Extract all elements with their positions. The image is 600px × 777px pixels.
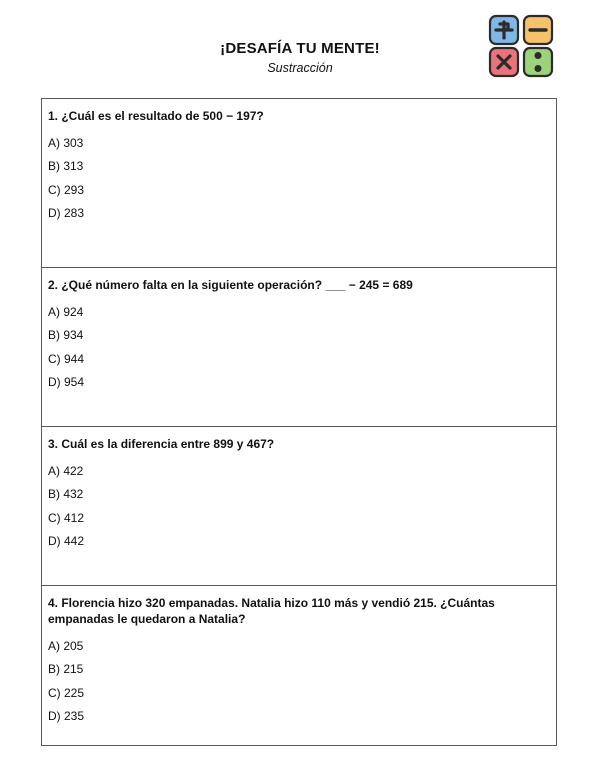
question-3-text: 3. Cuál es la diferencia entre 899 y 467? [48, 437, 275, 451]
divide-dot-bottom-icon [536, 66, 541, 71]
question-4 [42, 586, 556, 745]
page-title: ¡DESAFÍA TU MENTE! [220, 40, 380, 57]
calculator-operations-icon [488, 14, 554, 78]
question-3-option-c: C) 412 [48, 510, 85, 525]
question-2-option-a: A) 924 [48, 305, 84, 319]
question-4-option-c: C) 225 [48, 685, 85, 700]
question-2 [42, 268, 556, 427]
page-subtitle: Sustracción [267, 61, 333, 75]
question-3-option-b: B) 432 [48, 487, 84, 502]
question-3 [42, 427, 556, 586]
question-4-option-a: A) 205 [48, 639, 84, 653]
question-3-option-d: D) 442 [48, 533, 85, 548]
question-2-option-d: D) 954 [48, 374, 85, 389]
question-1-option-b: B) 313 [48, 159, 84, 174]
question-1-option-d: D) 283 [48, 205, 85, 220]
question-1 [42, 99, 556, 268]
question-2-option-c: C) 944 [48, 351, 85, 366]
question-2-text: 2. ¿Qué número falta en la siguiente operación? ___ − 245 = 689 [48, 278, 413, 292]
question-1-text: 1. ¿Cuál es el resultado de 500 − 197? [48, 109, 264, 123]
question-1-option-c: C) 293 [48, 182, 85, 197]
question-4-option-d: D) 235 [48, 708, 85, 723]
questions-table [41, 98, 557, 746]
divide-dot-top-icon [536, 53, 541, 58]
question-4-option-b: B) 215 [48, 662, 84, 677]
question-4-text: 4. Florencia hizo 320 empanadas. Natalia hizo 110 más y vendió 215. ¿Cuántas empanadas le quedaron a Natalia? [48, 596, 495, 626]
question-1-option-a: A) 303 [48, 136, 84, 150]
question-3-option-a: A) 422 [48, 464, 84, 478]
question-2-option-b: B) 934 [48, 328, 84, 343]
